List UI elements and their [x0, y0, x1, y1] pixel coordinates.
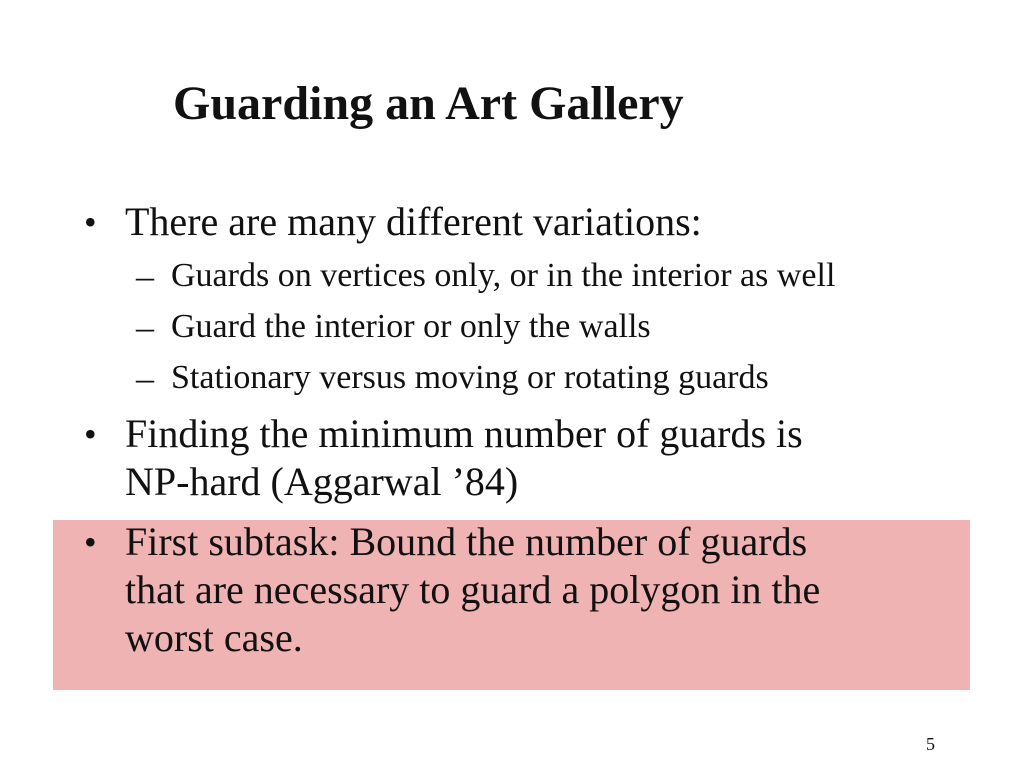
bullet-icon: • [84, 522, 97, 562]
bullet-line: There are many different variations: [125, 199, 702, 244]
page-number: 5 [926, 734, 935, 754]
bullet-text [125, 518, 985, 662]
sub-item-text: Guard the interior or only the walls [171, 308, 651, 345]
bullet-text [125, 410, 985, 506]
sub-item [0, 301, 1024, 353]
bullet-icon: • [84, 414, 97, 454]
dash-icon: – [136, 358, 154, 398]
sub-item [0, 250, 1024, 302]
bullet-line: NP-hard (Aggarwal ’84) [125, 459, 519, 504]
bullet-line: Finding the minimum number of guards is [125, 411, 803, 456]
dash-icon: – [136, 256, 154, 296]
bullet-icon: • [84, 202, 97, 242]
bullet-line: worst case. [125, 615, 303, 660]
slide-title: Guarding an Art Gallery [173, 77, 684, 130]
sub-item-text: Guards on vertices only, or in the interior as well [171, 257, 836, 294]
bullet-text [125, 198, 985, 246]
bullet-line: that are necessary to guard a polygon in the [125, 567, 821, 612]
sub-item-text: Stationary versus moving or rotating guards [171, 359, 769, 396]
sub-item [0, 352, 1024, 404]
dash-icon: – [136, 307, 154, 347]
bullet-line: First subtask: Bound the number of guards [125, 519, 808, 564]
